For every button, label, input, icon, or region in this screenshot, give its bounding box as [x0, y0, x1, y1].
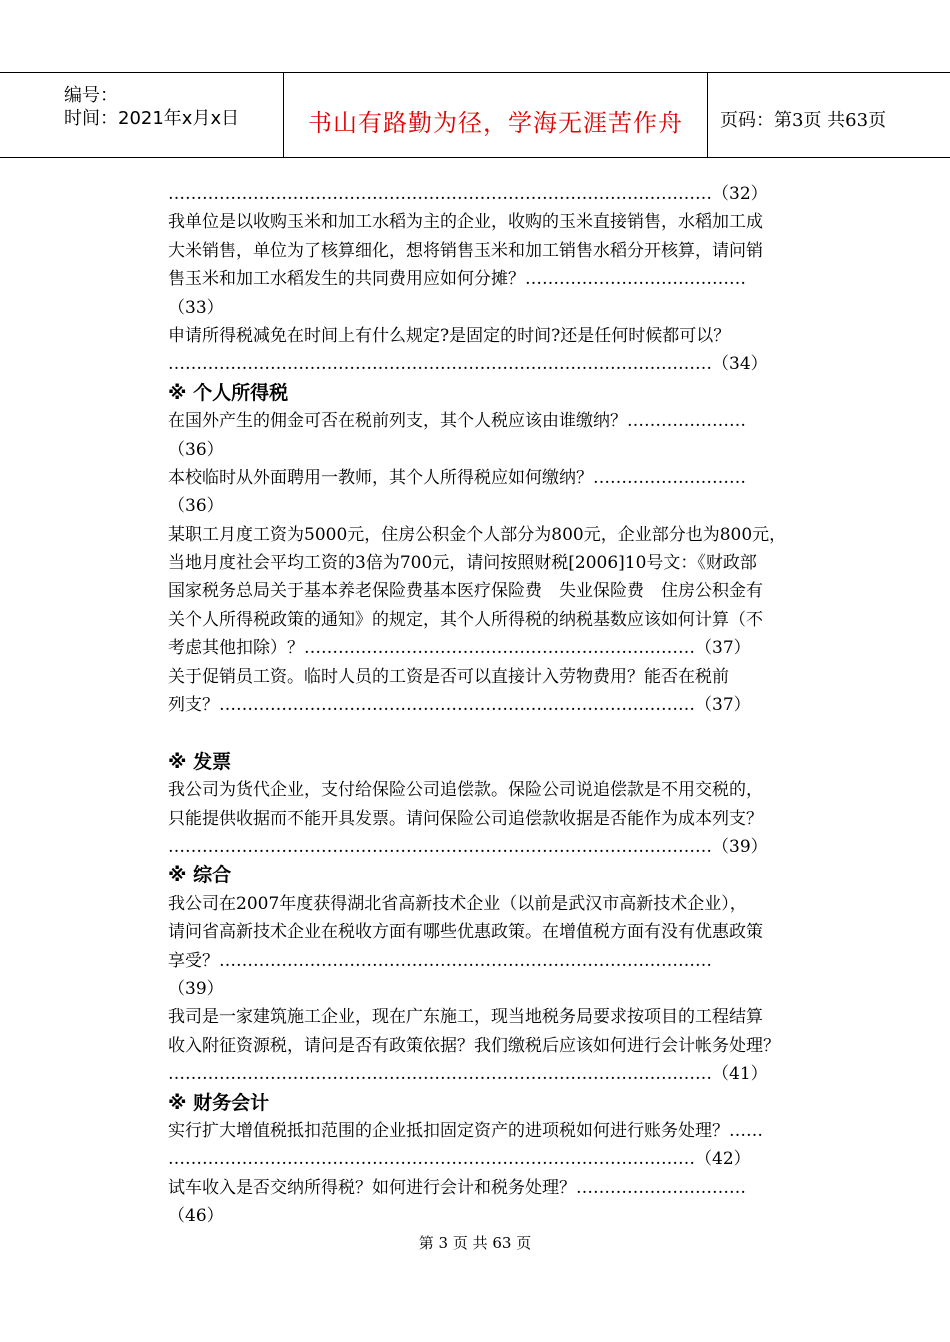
toc-line: 国家税务总局关于基本养老保险费基本医疗保险费 失业保险费 住房公积金有 [168, 581, 763, 602]
toc-line: 请问省高新技术企业在税收方面有哪些优惠政策。在增值税方面有没有优惠政策 [168, 922, 763, 943]
toc-line: 在国外产生的佣金可否在税前列支，其个人税应该由谁缴纳？………………… [168, 411, 746, 432]
toc-line: 试车收入是否交纳所得税？如何进行会计和税务处理？………………………… [168, 1177, 746, 1198]
toc-line: 某职工月度工资为5000元，住房公积金个人部分为800元，企业部分也为800元， [168, 524, 787, 545]
toc-line: 只能提供收据而不能开具发票。请问保险公司追偿款收据是否能作为成本列支？ [168, 808, 763, 829]
header-page-cell [708, 73, 950, 157]
toc-line: 享受？…………………………………………………………………………… [168, 950, 712, 971]
document-time-label: 时间：2021年x月x日 [64, 108, 240, 129]
section-heading: ※ 财务会计 [168, 1091, 270, 1114]
toc-line: ……………………………………………………………………………………（39） [168, 836, 768, 857]
header-info-cell [0, 73, 284, 157]
toc-line: 实行扩大增值税抵扣范围的企业抵扣固定资产的进项税如何进行账务处理？…… [168, 1120, 763, 1141]
toc-line: 当地月度社会平均工资的3倍为700元，请问按照财税[2006]10号文：《财政部 [168, 553, 757, 574]
toc-line: 我公司为货代企业，支付给保险公司追偿款。保险公司说追偿款是不用交税的， [168, 780, 763, 801]
header-motto-cell [284, 73, 708, 157]
toc-line: 考虑其他扣除）？……………………………………………………………（37） [168, 638, 751, 659]
toc-line: 本校临时从外面聘用一教师，其个人所得税应如何缴纳？……………………… [168, 467, 746, 488]
toc-line: （33） [168, 297, 224, 318]
toc-line: 大米销售，单位为了核算细化，想将销售玉米和加工销售水稻分开核算，请问销 [168, 240, 763, 261]
toc-line: ……………………………………………………………………………………（32） [168, 184, 768, 204]
toc-line: （39） [168, 978, 224, 999]
toc-line: 收入附征资源税，请问是否有政策依据？我们缴税后应该如何进行会计帐务处理？ [168, 1035, 780, 1056]
toc-line: 售玉米和加工水稻发生的共同费用应如何分摊？………………………………… [168, 269, 746, 290]
page-footer: 第 3 页 共 63 页 [418, 1234, 532, 1252]
toc-line: （36） [168, 439, 224, 460]
toc-line: 我司是一家建筑施工企业，现在广东施工，现当地税务局要求按项目的工程结算 [168, 1007, 763, 1028]
blank-line [168, 719, 844, 747]
section-heading: ※ 综合 [168, 864, 232, 887]
toc-line: 我单位是以收购玉米和加工水稻为主的企业，收购的玉米直接销售，水稻加工成 [168, 212, 763, 233]
toc-line: …………………………………………………………………………………（42） [168, 1149, 751, 1170]
section-heading: ※ 个人所得税 [168, 381, 289, 404]
document-number-label: 编号： [64, 85, 118, 106]
toc-line: 关于促销员工资。临时人员的工资是否可以直接计入劳物费用？能否在税前 [168, 666, 729, 687]
toc-line: 关个人所得税政策的通知》的规定，其个人所得税的纳税基数应该如何计算（不 [168, 609, 763, 630]
toc-content [168, 180, 844, 1230]
toc-line: （36） [168, 496, 224, 517]
header-motto: 书山有路勤为径，学海无涯苦作舟 [308, 109, 683, 137]
toc-line: ……………………………………………………………………………………（41） [168, 1064, 768, 1085]
toc-line: 我公司在2007年度获得湖北省高新技术企业（以前是武汉市高新技术企业）， [168, 893, 747, 914]
toc-line: ……………………………………………………………………………………（34） [168, 354, 768, 375]
toc-line: 申请所得税减免在时间上有什么规定?是固定的时间?还是任何时候都可以？ [168, 325, 731, 346]
section-heading: ※ 发票 [168, 750, 232, 773]
toc-line: 列支？…………………………………………………………………………（37） [168, 695, 751, 716]
header-page-number: 页码：第3页 共63页 [720, 110, 887, 131]
page-header [0, 72, 950, 158]
toc-line: （46） [168, 1206, 224, 1227]
